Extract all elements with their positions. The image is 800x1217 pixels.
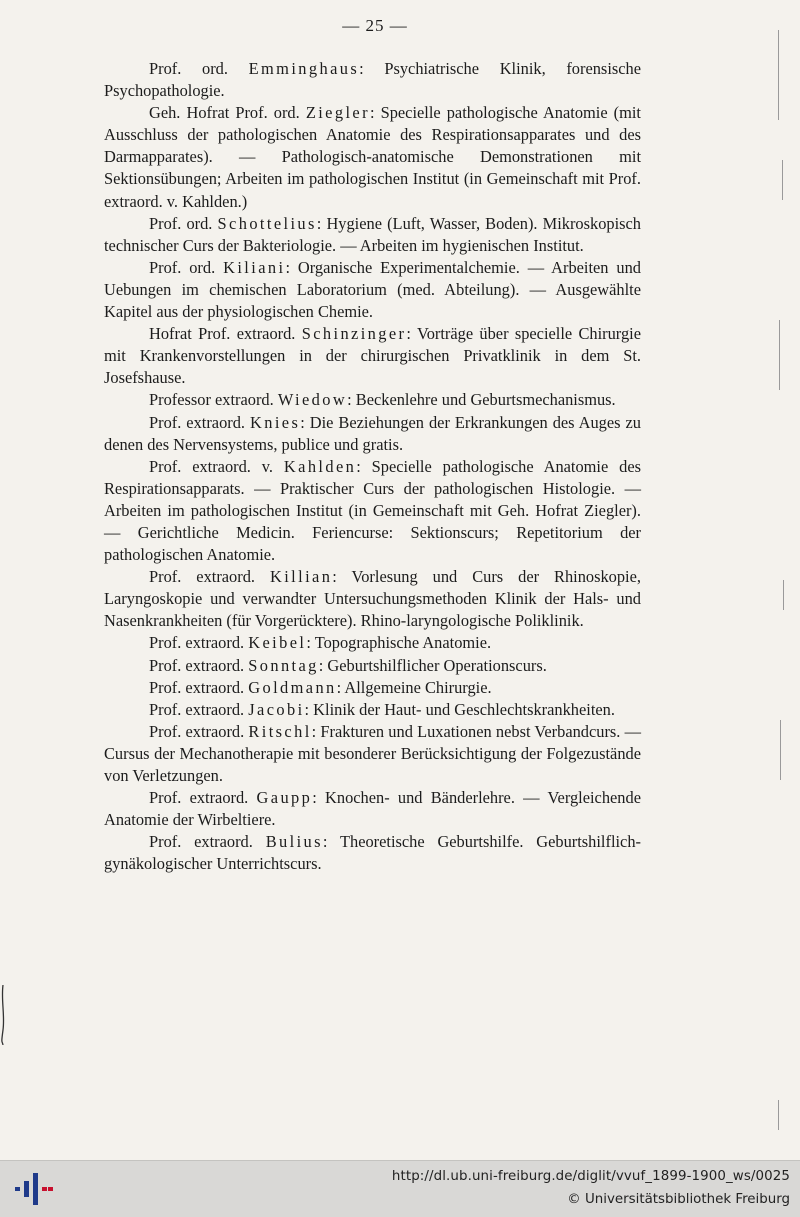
professor-name: Knies: [250, 412, 301, 432]
entry-title: Prof. ord.: [149, 257, 216, 277]
course-entry: [104, 787, 641, 831]
professor-name: Gaupp: [256, 788, 313, 808]
professor-name: Goldmann: [248, 677, 337, 697]
course-entry: [104, 677, 641, 699]
entry-title: Prof. extraord.: [149, 721, 245, 741]
course-entry: [104, 566, 641, 632]
page-number: — 25 —: [342, 16, 408, 35]
entry-text: : Psychiatrische Klinik, forensische Psychopathologie.: [104, 59, 641, 101]
entry-title: Prof. ord.: [149, 59, 228, 78]
course-entry: [104, 213, 641, 257]
entry-title: Prof. extraord.: [149, 412, 246, 432]
entry-text: : Specielle pathologische Anatomie des Respirationsapparats. — Praktischer Curs der pathologischen Histologie. — Arbeiten im pathologischen Institut (in Gemeinschaft mit Geh. Hofrat Ziegler). — Gerichtliche Medicin. Feriencurse: Sektionscurs; Repetitorium der pathologischen Anatomie.: [104, 456, 641, 565]
entry-title: Prof. extraord.: [149, 788, 249, 808]
professor-name: Wiedow: [277, 390, 348, 410]
entry-text: : Frakturen und Luxationen nebst Verbandcurs. — Cursus der Mechanotherapie mit besonderer Berücksichtigung der Folgezustände von Verletzungen.: [104, 721, 641, 785]
entry-text: : Beckenlehre und Geburtsmechanismus.: [347, 390, 616, 410]
professor-name: Keibel: [248, 633, 307, 653]
professor-name: Sonntag: [248, 655, 319, 675]
entry-title: Prof. extraord.: [149, 699, 245, 719]
professor-name: Ritschl: [248, 721, 312, 741]
entry-text: : Klinik der Haut- und Geschlechtskrankheiten.: [304, 699, 615, 719]
document-url-link[interactable]: http://dl.ub.uni-freiburg.de/diglit/vvuf_1899-1900_ws/0025: [391, 1169, 790, 1184]
entry-title: Prof. extraord.: [149, 832, 253, 852]
copyright-notice: © Universitätsbibliothek Freiburg: [567, 1192, 790, 1207]
entry-text: : Specielle pathologische Anatomie (mit Ausschluss der pathologischen Anatomie des Respirationsapparates und des Darmapparates). — Pathologisch-anatomische Demonstrationen mit Sektionsübungen; Arbeiten im pathologischen Institut (in Gemeinschaft mit Prof. extraord. v. Kahlden.): [104, 103, 641, 211]
course-entry: [104, 323, 641, 389]
course-entry: [104, 831, 641, 875]
professor-name: Kiliani: [223, 257, 286, 277]
entry-title: Prof. extraord. v.: [149, 456, 274, 476]
ub-freiburg-logo-icon: [12, 1171, 54, 1207]
professor-name: Schinzinger: [301, 324, 407, 344]
entry-text: : Topographische Anatomie.: [306, 633, 492, 653]
entry-title: Hofrat Prof. extraord.: [149, 324, 296, 344]
professor-name: Ziegler: [305, 103, 370, 123]
entry-title: Prof. extraord.: [149, 677, 245, 697]
entry-text: : Organische Experimentalchemie. — Arbeiten und Uebungen im chemischen Laboratorium (med. Abteilung). — Ausgewählte Kapitel aus der physiologischen Chemie.: [104, 257, 642, 322]
professor-name: Bulius: [265, 832, 323, 852]
entry-title: Professor extraord.: [149, 390, 274, 410]
entry-title: Geh. Hofrat Prof. ord.: [149, 103, 300, 123]
entry-text: : Allgemeine Chirurgie.: [336, 677, 492, 697]
professor-name: Jacobi: [248, 699, 305, 719]
entry-text: : Die Beziehungen der Erkrankungen des Auges zu denen des Nervensystems, publice und gratis.: [104, 412, 641, 454]
course-list: [104, 58, 641, 875]
course-entry: [104, 655, 641, 677]
entry-text: : Theoretische Geburtshilfe. Geburtshilflich-gynäkologischer Unterrichtscurs.: [104, 832, 641, 874]
professor-name: Schottelius: [217, 213, 317, 233]
entry-text: : Hygiene (Luft, Wasser, Boden). Mikroskopisch technischer Curs der Bakteriologie. — Arbeiten im hygienischen Institut.: [104, 213, 641, 255]
course-entry: [104, 699, 641, 721]
entry-text: : Vorträge über specielle Chirurgie mit Krankenvorstellungen in der chirurgischen Privatklinik in dem St. Josefshause.: [104, 324, 641, 388]
course-entry: [104, 389, 641, 411]
entry-title: Prof. extraord.: [149, 633, 245, 653]
course-entry: [104, 412, 641, 456]
entry-text: : Knochen- und Bänderlehre. — Vergleichende Anatomie der Wirbeltiere.: [104, 788, 641, 830]
course-entry: [104, 721, 641, 787]
entry-text: : Vorlesung und Curs der Rhinoskopie, Laryngoskopie und verwandter Untersuchungsmethoden Klinik der Hals- und Nasenkrankheiten (für Vorgerücktere). Rhino-laryngologische Poliklinik.: [104, 567, 641, 631]
page-edge-mark-left: [0, 985, 6, 1045]
course-entry: [104, 257, 641, 323]
footer-bar: [0, 1160, 800, 1217]
course-entry: [104, 456, 641, 566]
page-edge-marks: [772, 20, 800, 1140]
course-entry: [104, 632, 641, 654]
professor-name: Kahlden: [283, 456, 357, 476]
course-entry: [104, 58, 641, 102]
professor-name: Killian: [269, 567, 333, 587]
entry-title: Prof. extraord.: [149, 567, 255, 587]
entry-text: : Geburtshilflicher Operationscurs.: [318, 655, 547, 675]
entry-title: Prof. extraord.: [149, 655, 245, 675]
professor-name: Emminghaus: [248, 59, 360, 78]
entry-title: Prof. ord.: [149, 213, 213, 233]
course-entry: [104, 102, 641, 212]
